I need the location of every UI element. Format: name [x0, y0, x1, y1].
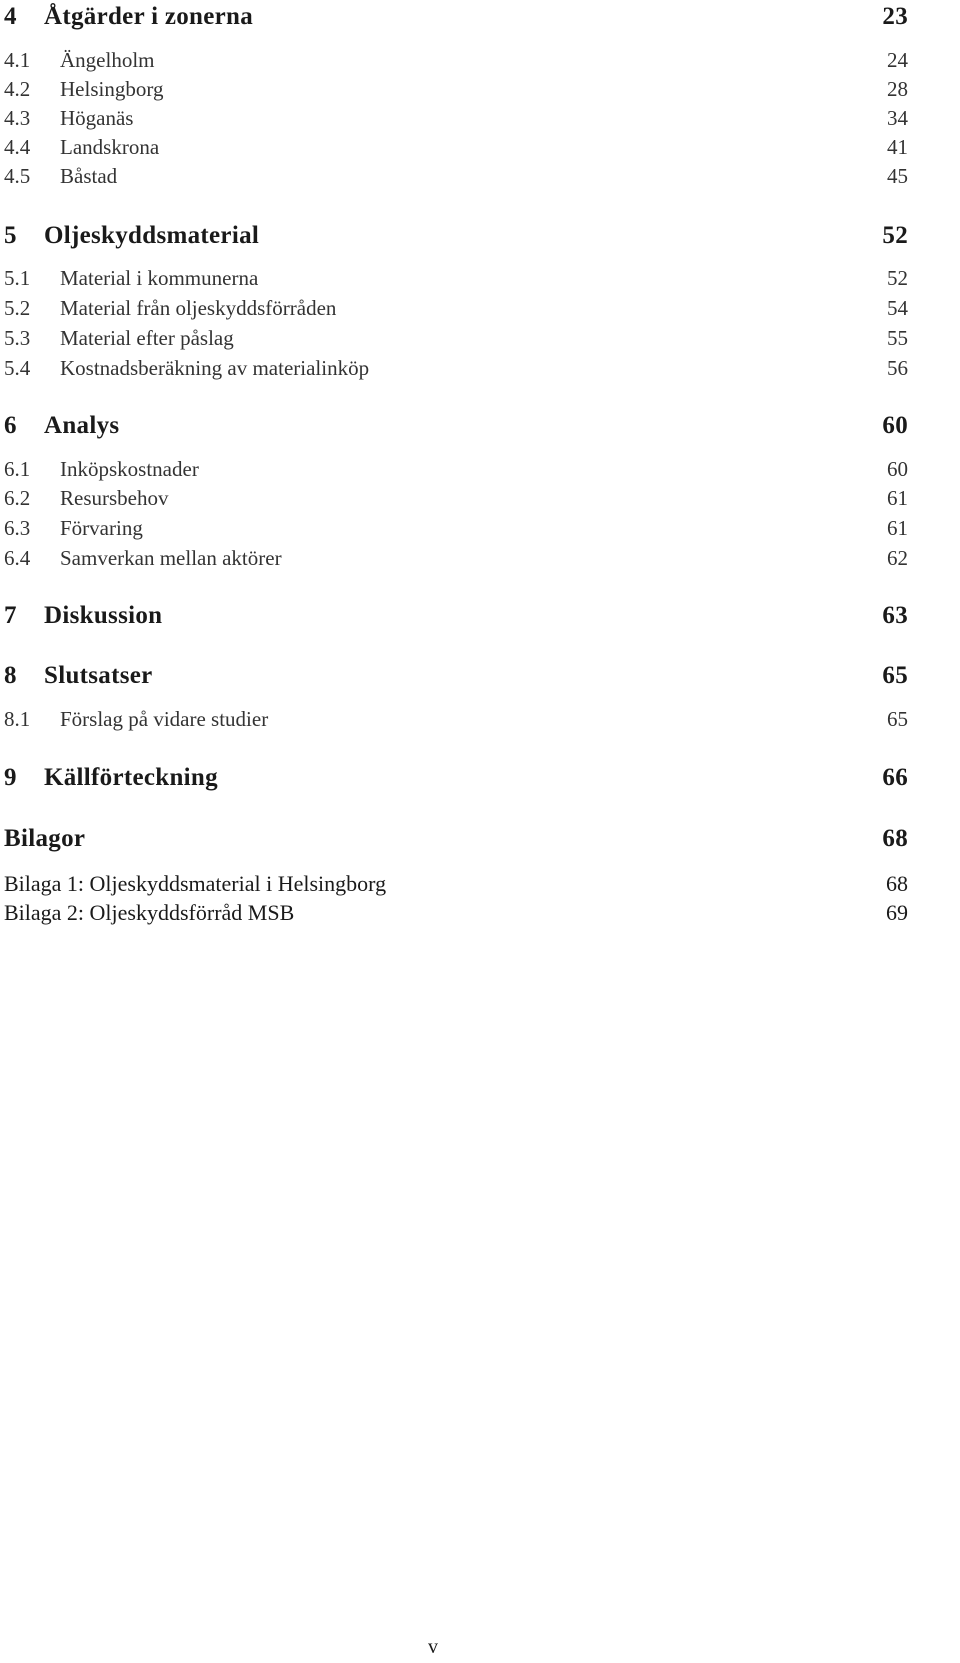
entry-page: 66	[882, 764, 908, 791]
entry-title: Diskussion	[44, 602, 163, 629]
toc-section[interactable]	[4, 48, 908, 73]
entry-number: 6.4	[4, 546, 31, 570]
entry-page: 24	[887, 48, 908, 72]
entry-title: Förslag på vidare studier	[60, 707, 269, 731]
entry-number: 4	[4, 3, 17, 30]
entry-page: 60	[887, 457, 908, 481]
entry-number: 4.5	[4, 164, 31, 188]
entry-page: 61	[887, 516, 908, 540]
entry-number: 5	[4, 222, 17, 249]
toc-section[interactable]	[4, 266, 908, 291]
entry-title: Helsingborg	[60, 77, 164, 101]
toc-chapter[interactable]	[4, 412, 908, 440]
toc-section[interactable]	[4, 356, 908, 381]
entry-number: 6.1	[4, 457, 31, 481]
entry-title: Resursbehov	[60, 486, 169, 510]
entry-title: Åtgärder i zonerna	[44, 3, 254, 30]
toc-appendix[interactable]	[4, 871, 908, 897]
entry-number: 8	[4, 662, 17, 689]
entry-number: 4.4	[4, 135, 31, 159]
entry-number: 4.2	[4, 77, 31, 101]
entry-page: 68	[886, 871, 908, 896]
entry-title: Bilagor	[4, 825, 86, 852]
entry-number: 4.3	[4, 106, 31, 130]
entry-number: 5.4	[4, 356, 31, 380]
entry-page: 52	[887, 266, 908, 290]
toc-section[interactable]	[4, 77, 908, 102]
entry-title: Material efter påslag	[60, 326, 234, 350]
toc-chapter[interactable]	[4, 3, 908, 31]
entry-title: Inköpskostnader	[60, 457, 199, 481]
toc-section[interactable]	[4, 516, 908, 541]
toc-appendix-heading[interactable]	[4, 825, 908, 853]
entry-number: 5.3	[4, 326, 31, 350]
toc-chapter[interactable]	[4, 222, 908, 250]
entry-page: 68	[882, 825, 908, 852]
entry-page: 65	[882, 662, 908, 689]
entry-title: Slutsatser	[44, 662, 153, 689]
entry-title: Båstad	[60, 164, 118, 188]
entry-title: Bilaga 2: Oljeskyddsförråd MSB	[4, 900, 295, 925]
entry-page: 63	[882, 602, 908, 629]
entry-title: Höganäs	[60, 106, 134, 130]
toc-section[interactable]	[4, 296, 908, 321]
entry-number: 8.1	[4, 707, 31, 731]
toc-chapter[interactable]	[4, 602, 908, 630]
entry-page: 52	[882, 222, 908, 249]
toc-chapter[interactable]	[4, 662, 908, 690]
toc-section[interactable]	[4, 106, 908, 131]
entry-page: 62	[887, 546, 908, 570]
entry-title: Källförteckning	[44, 764, 218, 791]
entry-title: Material från oljeskyddsförråden	[60, 296, 337, 320]
entry-number: 7	[4, 602, 17, 629]
entry-page: 69	[886, 900, 908, 925]
entry-title: Ängelholm	[60, 48, 155, 72]
toc-chapter[interactable]	[4, 764, 908, 792]
toc-section[interactable]	[4, 546, 908, 571]
entry-page: 41	[887, 135, 908, 159]
entry-title: Samverkan mellan aktörer	[60, 546, 282, 570]
entry-page: 23	[882, 3, 908, 30]
toc-section[interactable]	[4, 164, 908, 189]
entry-title: Landskrona	[60, 135, 160, 159]
entry-page: 55	[887, 326, 908, 350]
entry-page: 61	[887, 486, 908, 510]
entry-number: 9	[4, 764, 17, 791]
entry-page: 60	[882, 412, 908, 439]
entry-page: 45	[887, 164, 908, 188]
entry-page: 28	[887, 77, 908, 101]
entry-number: 4.1	[4, 48, 31, 72]
entry-title: Kostnadsberäkning av materialinköp	[60, 356, 370, 380]
entry-number: 5.1	[4, 266, 31, 290]
toc-section[interactable]	[4, 326, 908, 351]
entry-number: 6	[4, 412, 17, 439]
entry-title: Analys	[44, 412, 120, 439]
entry-title: Oljeskyddsmaterial	[44, 222, 260, 249]
entry-page: 34	[887, 106, 908, 130]
entry-page: 56	[887, 356, 908, 380]
entry-title: Material i kommunerna	[60, 266, 259, 290]
entry-page: 54	[887, 296, 908, 320]
entry-number: 6.2	[4, 486, 31, 510]
toc-appendix[interactable]	[4, 900, 908, 926]
entry-number: 5.2	[4, 296, 31, 320]
entry-title: Förvaring	[60, 516, 143, 540]
toc-section[interactable]	[4, 135, 908, 160]
entry-title: Bilaga 1: Oljeskyddsmaterial i Helsingborg	[4, 871, 387, 896]
entry-page: 65	[887, 707, 908, 731]
entry-number: 6.3	[4, 516, 31, 540]
toc-section[interactable]	[4, 707, 908, 732]
toc-section[interactable]	[4, 486, 908, 511]
toc-section[interactable]	[4, 457, 908, 482]
page-number: v	[428, 1636, 438, 1658]
